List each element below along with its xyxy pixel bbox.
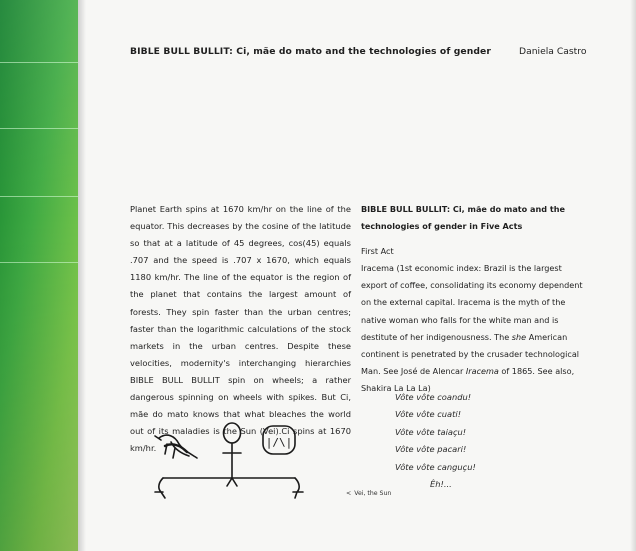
act-body-part: of 1865. See also, Shakira La La La) [361, 365, 575, 393]
act-body-text [361, 260, 587, 397]
poem-line: Vôte vôte cuati! [395, 409, 462, 420]
section-subtitle: BIBLE BULL BULLIT: Ci, mãe do mato and the technologies of gender in Five Acts [361, 204, 566, 232]
poem-line: Vôte vôte pacari! [395, 444, 467, 455]
sun-figure-drawing-icon [145, 420, 315, 505]
act-body-part: American continent is penetrated by the crusader technological Man. See José de Alencar [361, 331, 580, 376]
book-gutter [78, 0, 86, 551]
right-text-column [361, 201, 587, 397]
left-text-column [130, 201, 351, 457]
page-edge-shadow [630, 0, 636, 551]
left-paragraph: Planet Earth spins at 1670 km/hr on the line of the equator. This decreases by the cosine of the latitude so that at a latitude of 45 degrees, cos(45) equals .707 and the speed is .707 x 1670, which equals 1180 km/hr. The line of the equator is the region of the planet that contains the largest amount of forests. They spin faster than the urban centres; faster than the logarithmic calculations of the stock markets in the urban centres. Despite these velocities, modernity's interchanging hierarchies BIBLE BULL BULLIT spin on wheels; a rather dangerous spinning on wheels with spikes. But Ci, mãe do mato knows that what bleaches the world out of its maladies is the Sun (Vei).Ci spins at 1670 km/hr. [130, 204, 351, 454]
act-body-emphasis: she [511, 331, 527, 342]
drawing-glyph-text: |/\| [265, 436, 293, 449]
running-header-author: Daniela Castro [519, 46, 587, 57]
green-facing-page [0, 0, 78, 551]
act-body-book-title: Iracema [465, 365, 499, 376]
poem-line: Vôte vôte coandu! [395, 392, 472, 402]
caption-text: Vei, the Sun [354, 490, 392, 497]
green-page-line [0, 262, 78, 263]
act-body-part: Iracema (1st economic index: Brazil is the largest export of coffee, consolidating its economy dependent on the external capital. Iracema is the myth of the native woman who falls for the white man and is destitute of her indigenousness. The [361, 263, 583, 342]
green-page-line [0, 128, 78, 129]
poem-final-line: Êh!... [430, 479, 452, 490]
running-header-title: BIBLE BULL BULLIT: Ci, mãe do mato and the technologies of gender [130, 46, 492, 57]
green-page-line [0, 196, 78, 197]
green-page-line [0, 62, 78, 63]
act-heading: First Act [361, 246, 394, 257]
caption-arrow-icon: < [346, 490, 352, 497]
poem-line: Vôte vôte taiaçu! [395, 426, 467, 437]
poem-line: Vôte vôte canguçu! [395, 461, 476, 472]
poem [395, 389, 505, 493]
figure-caption [346, 490, 391, 497]
